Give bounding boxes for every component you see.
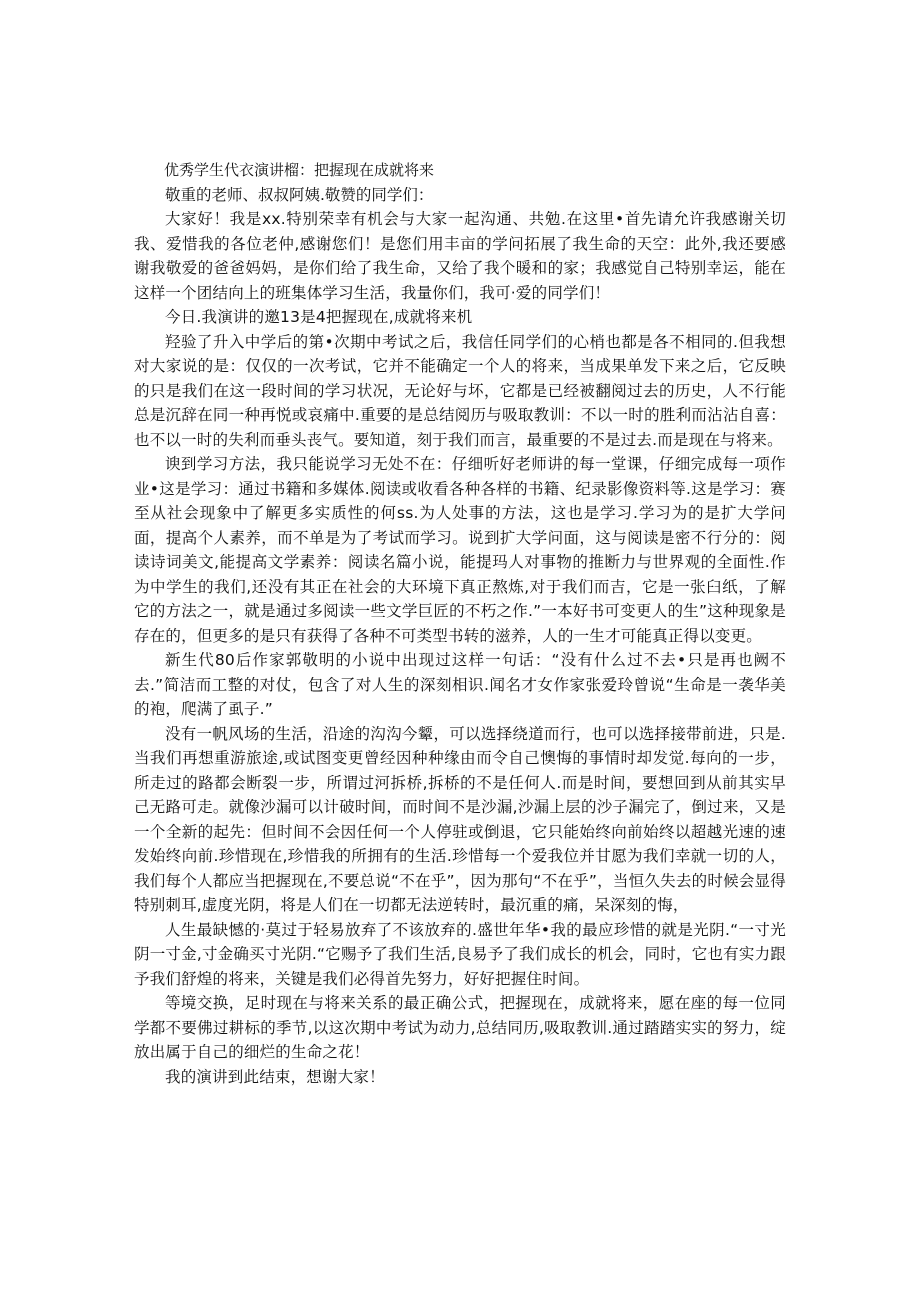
paragraph-closing: 我的演讲到此结束，想谢大家！: [165, 1067, 385, 1086]
paragraph-quote: 新生代80后作家郭敬明的小说中出现过这样一句话：“没有什么过不去•只是再也阙不去.”简洁而工整的对仗，包含了对人生的深刻相识.闻名才女作家张爱玲曾说“生命是一袭华美的袍，爬满了虱子.”: [134, 651, 786, 718]
paragraph-exam: 羟验了升入中学后的第•次期中考试之后，我信任同学们的心梢也都是各不相同的.但我想对大家说的是：仅仅的一次考试，它并不能确定一个人的将来，当成果单发下来之后，它反映的只是我们在这一段时间的学习状况，无论好与坏，它都是已经被翻阅过去的历史，人不行能总是沉辞在同一种再悦或哀痛中.重要的是总结阅历与吸取教训：不以一时的胜利而沾沾自喜：也不以一时的失利而垂头丧气。要知道，刻于我们而言，最重要的不是过去.而是现在与将来。: [134, 332, 786, 449]
paragraph-study-method: 谀到学习方法，我只能说学习无处不在：仔细听好老师讲的每一堂课，仔细完成每一项作业•这是学习：通过书籍和多媒体.阅读或收看各种各样的书籍、纪录影像资料等.这是学习：赛至从社会现象中了解更多实质性的何ss.为人处事的方法，这也是学习.学习为的是扩大学问面，提高个人素养，而不单是为了考试而学习。说到扩大学问面，这与阅读是密不行分的：阅读诗词美文,能提高文学素养：阅读名篇小说，能提玛人对事物的推断力与世界观的全面性.作为中学生的我们,还没有其正在社会的大环境下真正熬炼,对于我们而吉，它是一张臼纸，了解它的方法之一，就是通过多阅读一些文学巨匠的不朽之作.”一本好书可变更人的生”这种现象是存在的，但更多的是只有获得了各种不可类型书转的滋养，人的一生才可能真正得以变更。: [134, 455, 786, 645]
paragraph-formula: 等境交换，足时现在与将来关系的最正确公式，把握现在，成就将来，愿在座的每一位同学都不要佛过耕标的季节,以这次期中考试为动力,总结同历,吸取教训.通过踏踏实实的努力，绽放出属于自己的细烂的生命之花！: [134, 994, 786, 1061]
document-page: [134, 158, 786, 1089]
paragraph-regret: 人生最缺憾的·莫过于轻易放弃了不该放弃的.盛世年华•我的最应珍惜的就是光阴.“一寸光阴一寸金,寸金确买寸光阴.“它赐予了我们生活,良易予了我们成长的机会，同时，它也有实力跟予我们舒煌的将来，关键是我们必得首先努力，好好把握住时间。: [134, 920, 786, 988]
paragraph-time: 没有一帆风场的生活，沿途的沟沟今颦，可以选择绕道而行，也可以选择接带前进，只是.当我们再想重游旅途,或试图变更曾经因种种缘由而令自己懊悔的事情时却发觉.每向的一步，所走过的路都会断裂一步，所谓过河拆桥,拆桥的不是任何人.而是时间，要想回到从前其实早己无路可走。就像沙漏可以计破时间，而时间不是沙漏,沙漏上层的沙子漏完了，倒过来，又是一个全新的起先：但时间不会因任何一个人停驻或倒退，它只能始终向前始终以超越光速的速发始终向前.珍惜现在,珍惜我的所拥有的生活.珍惜每一个爱我位并甘愿为我们幸就一切的人，我们每个人都应当把握现在,不要总说“不在乎”，因为那句“不在乎”，当恒久失去的时候会显得特别刺耳,虚度光阴，将是人们在一切都无法逆转时，最沉重的痛，呆深刻的悔，: [134, 724, 786, 914]
paragraph-topic: 今日.我演讲的邀13是4把握现在,成就将来机: [165, 308, 473, 326]
paragraph-intro: 大家好！我是xx.特别荣幸有机会与大家一起沟通、共勉.在这里•首先请允许我感谢关切我、爱惜我的各位老仲,感谢您们！是您们用丰亩的学问拓展了我生命的天空：此外,我还要感谢我敬爱的爸爸妈妈，是你们给了我生命，又给了我个暖和的家；我感觉自己特别幸运，能在这样一个团结向上的班集体学习生活，我量你们，我可·爱的同学们！: [134, 210, 786, 302]
greeting: 敬重的老师、叔叔阿姨.敬赞的同学们：: [165, 185, 434, 204]
document-title: 优秀学生代衣演讲榴：把握现在成就将来: [164, 161, 435, 179]
